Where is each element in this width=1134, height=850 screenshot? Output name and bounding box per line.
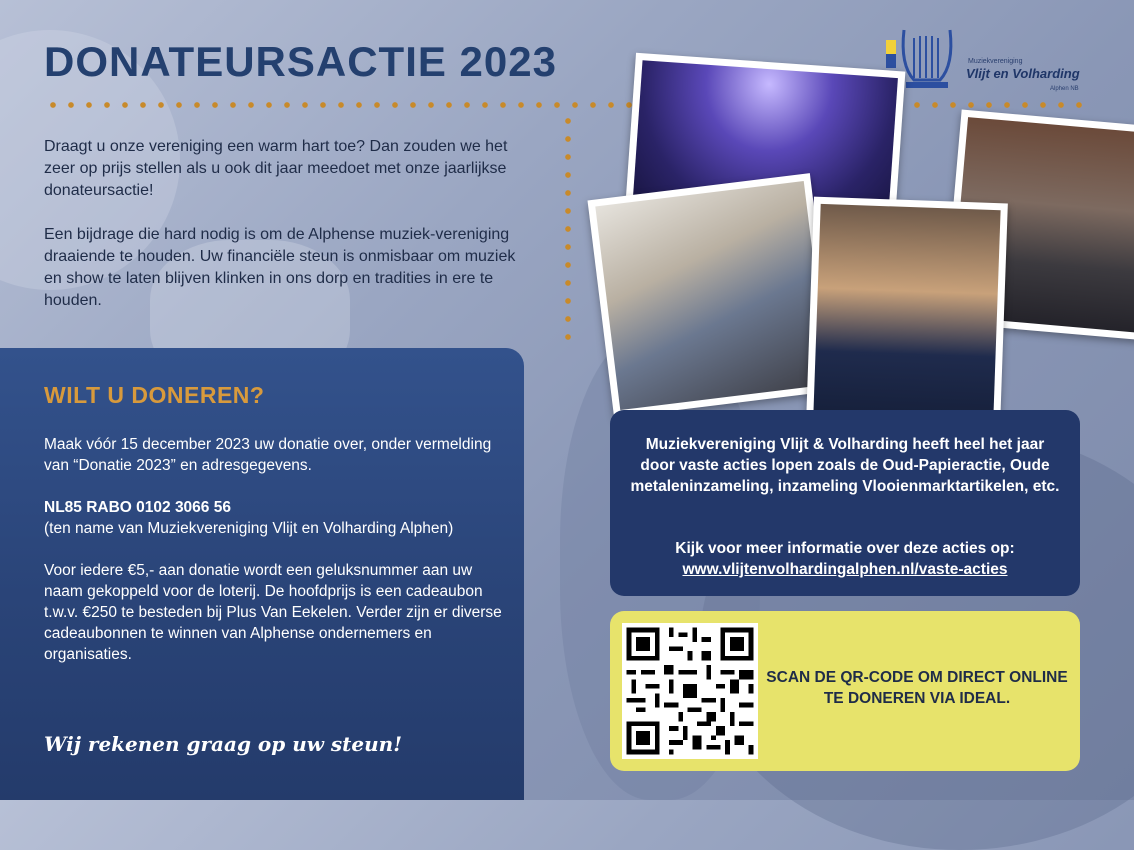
slogan: Wij rekenen graag op uw steun! xyxy=(44,732,402,756)
iban-holder: (ten name van Muziekvereniging Vlijt en Volharding Alphen) xyxy=(44,520,454,537)
qr-code-icon[interactable] xyxy=(622,623,758,759)
lottery-text: Voor iedere €5,- aan donatie wordt een geluksnummer aan uw naam gekoppeld voor de loterij. De hoofdprijs is een cadeaubon t.w.v. €250 te besteden bij Plus Van Eekelen. Verder zijn er diverse cadeaubonnen te winnen van Alphense ondernemers en organisaties. xyxy=(44,562,502,663)
dotted-divider-vertical xyxy=(565,112,571,348)
info-box xyxy=(610,410,1080,596)
website-link[interactable]: www.vlijtenvolhardingalphen.nl/vaste-acties xyxy=(682,561,1008,578)
logo xyxy=(880,20,1100,100)
iban-number: NL85 RABO 0102 3066 56 xyxy=(44,499,231,516)
intro-text xyxy=(44,136,524,334)
info-more-label: Kijk voor meer informatie over deze acties op: xyxy=(675,540,1015,557)
intro-paragraph-2: Een bijdrage die hard nodig is om de Alphense muziek-vereniging draaiende te houden. Uw financiële steun is onmisbaar om muziek en show te laten blijven klinken in ons dorp en tradities in ere te houden. xyxy=(44,226,516,309)
donation-deadline-text: Maak vóór 15 december 2023 uw donatie over, onder vermelding van “Donatie 2023” en adresgegevens. xyxy=(44,436,492,474)
logo-subtitle: Muziekvereniging xyxy=(968,58,1023,65)
logo-name: Vlijt en Volharding xyxy=(966,66,1080,81)
donation-heading: WILT U DONEREN? xyxy=(44,382,265,408)
donation-body xyxy=(44,434,514,686)
page-title: DONATEURSACTIE 2023 xyxy=(44,38,557,85)
logo-location: Alphen NB xyxy=(1050,86,1079,92)
qr-box xyxy=(610,611,1080,771)
flute-player-photo xyxy=(806,197,1008,428)
dotted-divider-horizontal xyxy=(44,102,1094,108)
qr-instruction: SCAN DE QR-CODE OM DIRECT ONLINE TE DONEREN VIA IDEAL. xyxy=(766,669,1068,707)
info-text: Muziekvereniging Vlijt & Volharding heeft heel het jaar door vaste acties lopen zoals de Oud-Papieractie, Oude metaleninzameling, inzameling Vlooienmarktartikelen, etc. xyxy=(630,436,1060,495)
donation-panel xyxy=(0,348,524,800)
info-more xyxy=(630,538,1060,580)
conductor-photo xyxy=(587,173,836,418)
intro-paragraph-1: Draagt u onze vereniging een warm hart toe? Dan zouden we het zeer op prijs stellen als u ook dit jaar meedoet met onze jaarlijkse donateursactie! xyxy=(44,138,508,199)
iban-block xyxy=(44,497,514,539)
